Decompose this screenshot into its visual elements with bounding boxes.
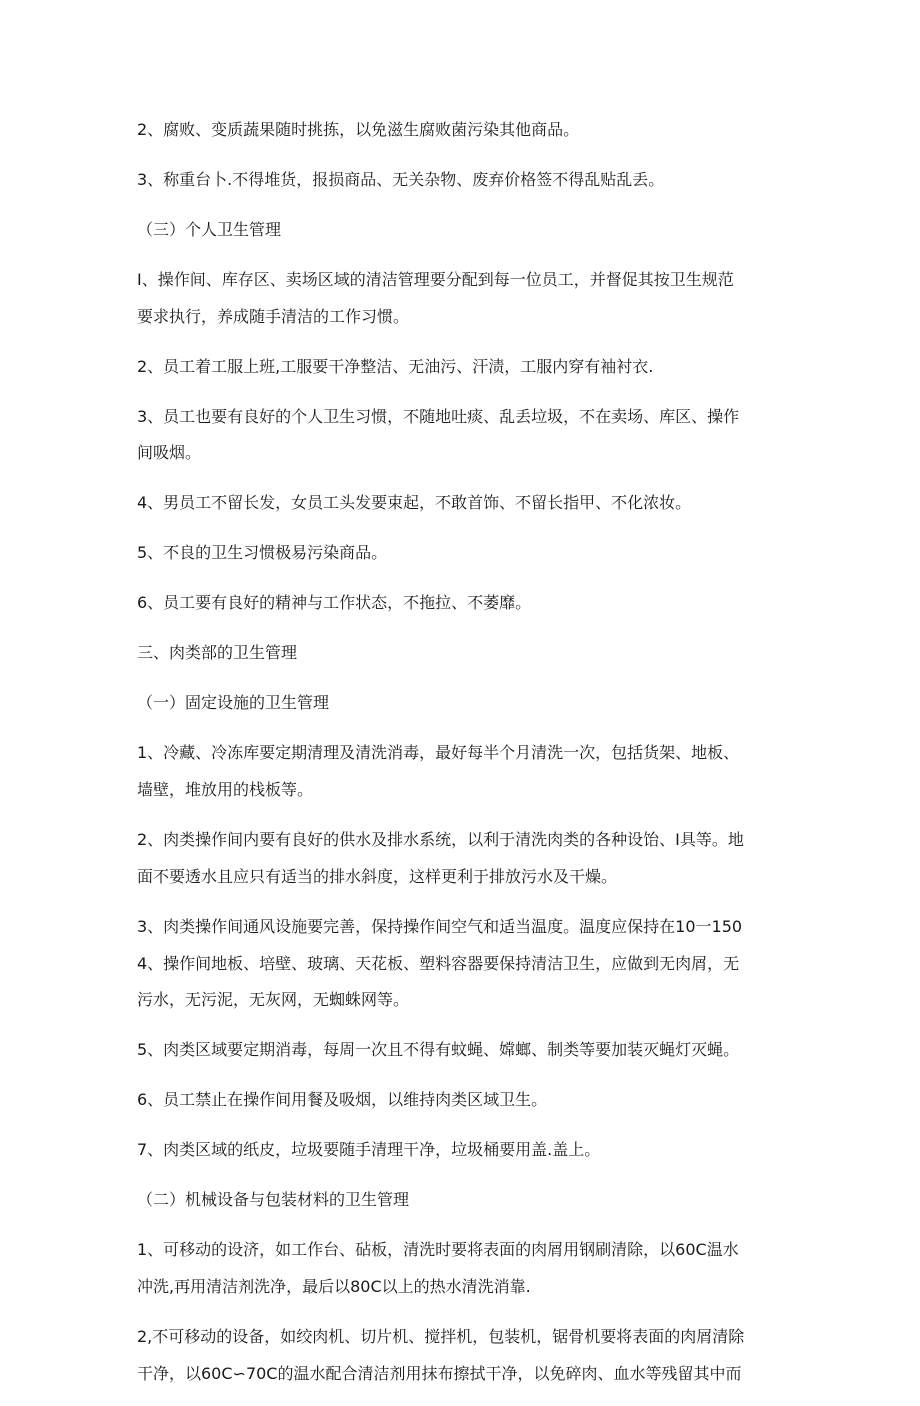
paragraph-p16 — [137, 1032, 787, 1069]
paragraph-p14 — [137, 909, 787, 946]
text-line: 要求执行，养成随手清洁的工作习惯。 — [137, 306, 410, 326]
text-line: 4、操作间地板、培壁、玻璃、天花板、塑料容器要保持清洁卫生，应做到无肉屑，无 — [137, 953, 740, 973]
paragraph-p13 — [137, 822, 787, 895]
paragraph-p7 — [137, 485, 787, 522]
text-line: （一）固定设施的卫生管理 — [137, 693, 330, 713]
text-line: 3、员工也要有良好的个人卫生习惯，不随地吐痰、乱丢垃圾，不在卖场、库区、操作 — [137, 406, 740, 426]
paragraph-p1 — [137, 112, 787, 149]
text-line: 面不要透水且应只有适当的排水斜度，这样更利于排放污水及干燥。 — [137, 866, 618, 886]
paragraph-p4 — [137, 262, 787, 335]
text-line: 冲洗,再用清洁剂洗净，最后以80C以上的热水清洗消靠. — [137, 1276, 531, 1296]
text-line: 6、员工禁止在操作间用餐及吸烟，以维持肉类区域卫生。 — [137, 1090, 548, 1110]
text-line: 2、肉类操作间内要有良好的供水及排水系统，以利于清洗肉类的各种设饴、I具等。地 — [137, 830, 744, 850]
paragraph-p12 — [137, 735, 787, 808]
text-line: 干净，以60C∽70C的温水配合清洁剂用抹布擦拭干净，以免碎肉、血水等残留其中而 — [137, 1363, 742, 1383]
text-line: I、操作间、库存区、卖场区域的清洁管理要分配到每一位员工，并督促其按卫生规范 — [137, 270, 734, 289]
text-line: 6、员工要有良好的精神与工作状态，不拖拉、不萎靡。 — [137, 593, 532, 613]
text-line: 7、肉类区域的纸皮，垃圾要随手清理干净，垃圾桶要用盖.盖上。 — [137, 1140, 601, 1160]
section-heading-fixed-facilities — [137, 685, 787, 722]
paragraph-p9 — [137, 585, 787, 622]
section-heading-personal-hygiene — [137, 212, 787, 249]
text-line: 污水，无污泥，无灰网，无蜘蛛网等。 — [137, 990, 410, 1010]
text-line: 2、腐败、变质蔬果随时挑拣，以免滋生腐败菌污染其他商品。 — [137, 120, 580, 139]
text-line: 墙壁，堆放用的栈板等。 — [137, 780, 314, 800]
text-line: 2、员工着工服上班,工服要干净整洁、无油污、汗渍，工服内穿有袖衬衣. — [137, 356, 654, 376]
section-heading-meat-department — [137, 635, 787, 672]
paragraph-p15 — [137, 946, 787, 1019]
document-body — [137, 112, 787, 1406]
paragraph-p2 — [137, 162, 787, 199]
text-line: 3、肉类操作间通风设施要完善，保持操作间空气和适当温度。温度应保持在10一150 — [137, 916, 743, 936]
section-heading-machinery-packaging — [137, 1182, 787, 1219]
text-line: 2,不可移动的设备，如绞肉机、切片机、搅拌机，包装机，锯骨机要将表面的肉屑清除 — [137, 1326, 745, 1346]
text-line: 5、肉类区域要定期消毒，每周一次且不得有蚊蝇、嫦螂、制类等要加装灭蝇灯灭蝇。 — [137, 1040, 740, 1060]
paragraph-p6 — [137, 399, 787, 472]
text-line: 4、男员工不留长发，女员工头发要束起，不敢首饰、不留长指甲、不化浓妆。 — [137, 493, 692, 513]
paragraph-p17 — [137, 1082, 787, 1119]
text-line: 1、冷藏、冷冻库要定期清理及清洗消毒，最好每半个月清洗一次，包括货架、地板、 — [137, 743, 740, 763]
paragraph-p8 — [137, 535, 787, 572]
paragraph-p20 — [137, 1232, 787, 1305]
text-line: （二）机械设备与包装材料的卫生管理 — [137, 1190, 410, 1210]
text-line: 5、不良的卫生习惯极易污染商品。 — [137, 543, 388, 563]
text-line: 1、可移动的设济，如工作台、砧板，清洗时要将表面的肉屑用钢刷清除，以60C温水 — [137, 1240, 739, 1260]
paragraph-p18 — [137, 1132, 787, 1169]
paragraph-p5 — [137, 349, 787, 386]
text-line: 三、肉类部的卫生管理 — [137, 643, 298, 663]
text-line: 3、称重台卜.不得堆货，报损商品、无关杂物、废弃价格签不得乱贴乱丢。 — [137, 170, 665, 189]
text-line: （三）个人卫生管理 — [137, 220, 282, 239]
paragraph-p21 — [137, 1319, 787, 1392]
text-line: 间吸烟。 — [137, 443, 202, 463]
